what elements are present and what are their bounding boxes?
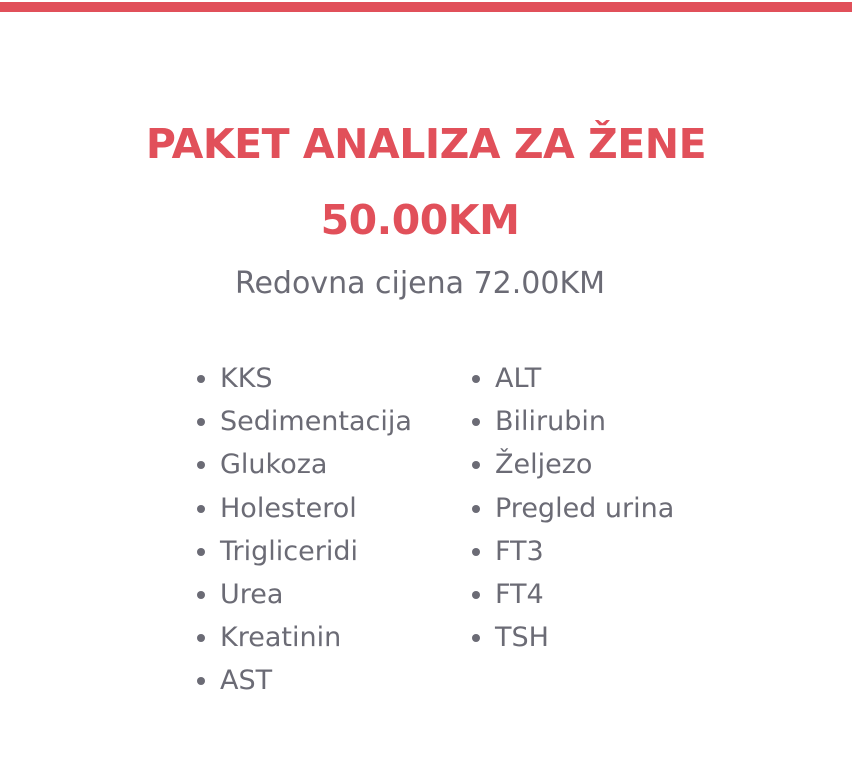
list-item: [470, 573, 674, 616]
bullet-icon: [197, 505, 205, 513]
bullet-icon: [197, 677, 205, 685]
list-item: [470, 487, 674, 530]
test-name: ALT: [495, 363, 542, 394]
list-item: [195, 616, 412, 659]
test-name: Kreatinin: [220, 622, 342, 654]
list-item: [195, 357, 412, 400]
top-accent-bar: [0, 2, 852, 12]
list-item: [195, 487, 412, 530]
package-price: 50.00KM: [320, 196, 520, 244]
list-item: [470, 530, 674, 573]
package-title: PAKET ANALIZA ZA ŽENE: [145, 120, 707, 168]
test-name: KKS: [220, 363, 273, 394]
regular-price: Redovna cijena 72.00KM: [234, 266, 606, 301]
bullet-icon: [472, 548, 480, 556]
bullet-icon: [197, 634, 205, 642]
test-name: TSH: [495, 622, 549, 654]
list-item: [195, 530, 412, 573]
bullet-icon: [197, 591, 205, 599]
tests-list-right: [470, 357, 674, 659]
list-item: [470, 400, 674, 443]
bullet-icon: [197, 461, 205, 469]
bullet-icon: [472, 375, 480, 383]
tests-list-left: [195, 357, 412, 703]
bullet-icon: [472, 634, 480, 642]
list-item: [195, 573, 412, 616]
bullet-icon: [197, 375, 205, 383]
test-name: Pregled urina: [495, 492, 675, 524]
list-item: [195, 659, 412, 702]
test-name: Bilirubin: [495, 406, 606, 438]
list-item: [195, 443, 412, 486]
test-name: AST: [220, 665, 273, 697]
test-name: Urea: [220, 578, 284, 610]
bullet-icon: [472, 505, 480, 513]
bullet-icon: [472, 461, 480, 469]
list-item: [470, 616, 674, 659]
test-name: Trigliceridi: [220, 535, 358, 567]
list-item: [470, 357, 674, 400]
bullet-icon: [472, 418, 480, 426]
test-name: Holesterol: [220, 492, 357, 524]
bullet-icon: [197, 548, 205, 556]
test-name: FT3: [495, 535, 544, 567]
bullet-icon: [197, 418, 205, 426]
bullet-icon: [472, 591, 480, 599]
test-name: Sedimentacija: [220, 406, 412, 438]
test-name: Željezo: [495, 449, 593, 481]
test-name: FT4: [495, 578, 544, 610]
test-name: Glukoza: [220, 449, 328, 481]
list-item: [470, 443, 674, 486]
list-item: [195, 400, 412, 443]
